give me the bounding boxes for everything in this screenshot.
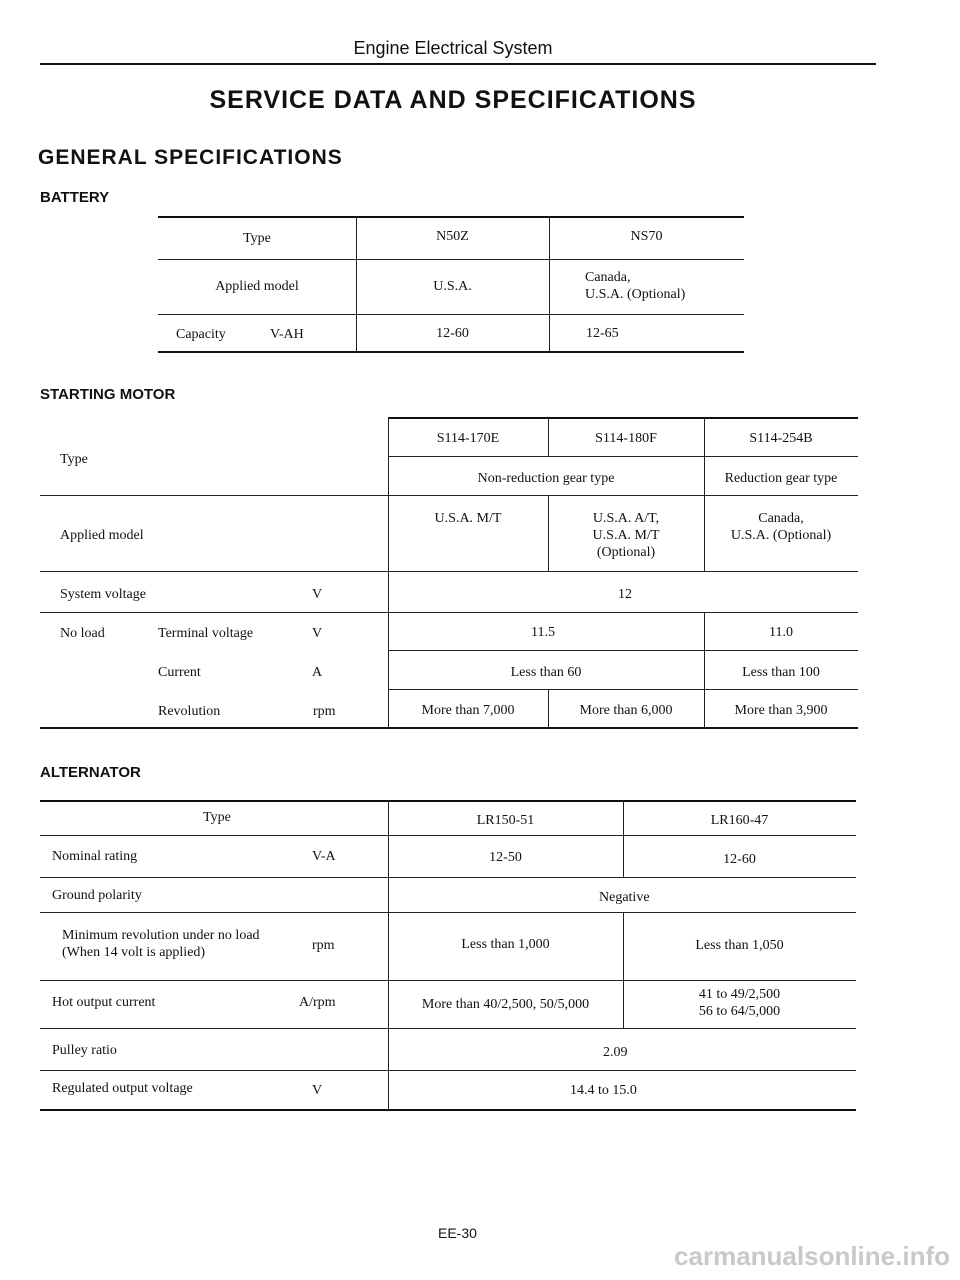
alt-model-1: LR150-51 [476, 813, 535, 828]
sm-current-b: Less than 100 [742, 665, 820, 680]
sm-model-3: S114-254B [749, 431, 813, 446]
sm-gear-nonreduction: Non-reduction gear type [477, 471, 615, 486]
sm-terminal-voltage-a: 11.5 [531, 625, 555, 640]
sm-no-load-label: No load [60, 626, 105, 641]
sm-current-label: Current [158, 665, 201, 680]
battery-capacity-n50z: 12-60 [436, 326, 469, 341]
alt-nominal-label: Nominal rating [52, 849, 138, 864]
sm-revolution-label: Revolution [158, 704, 221, 719]
sm-current-unit: A [312, 665, 323, 680]
alt-hot-output-a: More than 40/2,500, 50/5,000 [421, 997, 590, 1012]
page-number: EE-30 [438, 1225, 477, 1241]
alt-min-rev-b: Less than 1,050 [695, 938, 784, 953]
alt-model-2: LR160-47 [710, 813, 769, 828]
battery-applied-ns70: Canada, U.S.A. (Optional) [585, 270, 686, 302]
alt-regulated-value: 14.4 to 15.0 [570, 1083, 637, 1098]
sm-model-1: S114-170E [436, 431, 500, 446]
battery-capacity-unit: V-AH [270, 327, 304, 342]
alt-min-rev-label: Minimum revolution under no load (When 14 volt is applied) [62, 928, 260, 960]
battery-heading: BATTERY [40, 189, 110, 206]
sm-applied-3: Canada, U.S.A. (Optional) [730, 511, 832, 543]
section-heading: GENERAL SPECIFICATIONS [38, 146, 343, 169]
sm-model-2: S114-180F [595, 431, 657, 446]
sm-gear-reduction: Reduction gear type [724, 471, 838, 486]
running-title: Engine Electrical System [353, 38, 553, 58]
starting-motor-heading: STARTING MOTOR [40, 386, 176, 403]
alt-polarity-value: Negative [599, 890, 650, 905]
alt-min-rev-a: Less than 1,000 [461, 937, 550, 952]
sm-applied-1: U.S.A. M/T [434, 511, 502, 526]
sm-terminal-voltage-unit: V [312, 626, 323, 641]
alternator-heading: ALTERNATOR [40, 764, 141, 781]
alt-min-rev-unit: rpm [312, 938, 335, 953]
alt-hot-output-label: Hot output current [52, 995, 156, 1010]
sm-revolution-a: More than 7,000 [421, 703, 515, 718]
watermark: carmanualsonline.info [674, 1241, 950, 1271]
alt-pulley-label: Pulley ratio [52, 1043, 117, 1058]
alt-nominal-unit: V-A [312, 849, 336, 864]
sm-applied-label: Applied model [60, 528, 144, 543]
battery-applied-label: Applied model [215, 279, 299, 294]
alt-polarity-label: Ground polarity [52, 888, 142, 903]
sm-type-label: Type [60, 452, 88, 467]
sm-system-voltage-unit: V [312, 587, 323, 602]
battery-capacity-ns70: 12-65 [586, 326, 619, 341]
header-rule [40, 63, 876, 65]
alt-type-label: Type [203, 810, 231, 825]
alt-regulated-label: Regulated output voltage [52, 1081, 193, 1096]
alt-regulated-unit: V [312, 1083, 323, 1098]
sm-current-a: Less than 60 [510, 665, 582, 680]
alt-nominal-b: 12-60 [723, 852, 756, 867]
battery-applied-n50z: U.S.A. [433, 279, 472, 294]
alt-nominal-a: 12-50 [489, 850, 522, 865]
sm-system-voltage-label: System voltage [60, 587, 146, 602]
battery-capacity-label: Capacity [176, 327, 226, 342]
battery-type-label: Type [243, 231, 271, 246]
sm-terminal-voltage-label: Terminal voltage [158, 626, 254, 641]
sm-revolution-unit: rpm [313, 704, 336, 719]
sm-terminal-voltage-b: 11.0 [769, 625, 793, 640]
page-title: SERVICE DATA AND SPECIFICATIONS [209, 86, 697, 114]
sm-revolution-c: More than 3,900 [734, 703, 828, 718]
battery-n50z: N50Z [436, 229, 469, 244]
alt-pulley-value: 2.09 [603, 1045, 628, 1060]
battery-ns70: NS70 [630, 229, 663, 244]
sm-revolution-b: More than 6,000 [579, 703, 673, 718]
alt-hot-output-unit: A/rpm [299, 995, 336, 1010]
sm-applied-2: U.S.A. A/T, U.S.A. M/T (Optional) [592, 511, 660, 560]
alt-hot-output-b: 41 to 49/2,500 56 to 64/5,000 [698, 987, 781, 1019]
sm-system-voltage-value: 12 [618, 587, 632, 602]
